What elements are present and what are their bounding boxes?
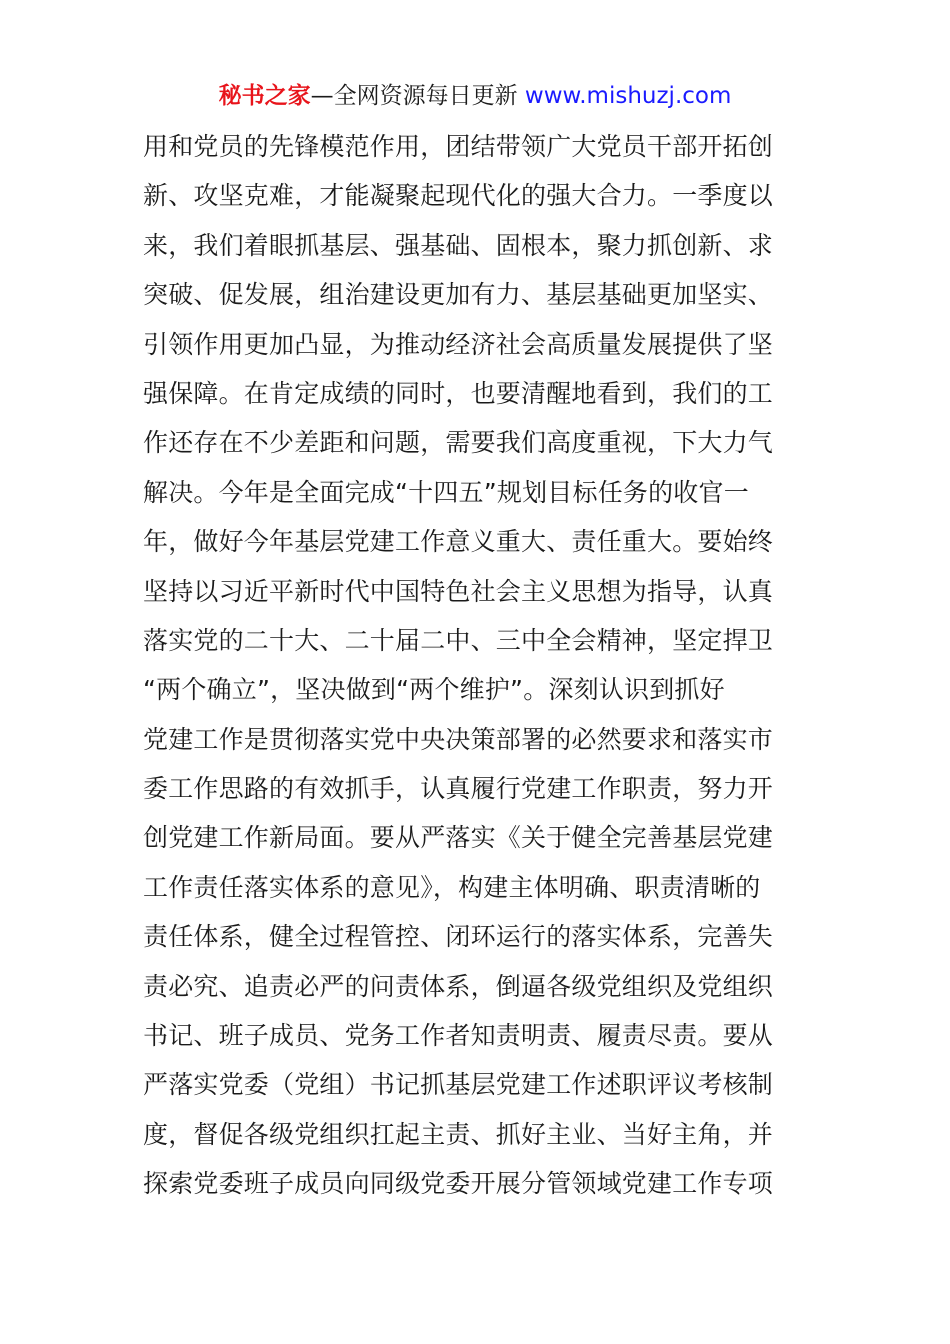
text-line: 度，督促各级党组织扛起主责、抓好主业、当好主角，并 — [143, 1119, 774, 1149]
site-url-link[interactable]: www.mishuzj.com — [524, 83, 732, 109]
text-line: 年，做好今年基层党建工作意义重大、责任重大。要始终 — [143, 527, 774, 557]
text-line: 严落实党委（党组）书记抓基层党建工作述职评议考核制 — [143, 1070, 774, 1100]
text-line: 解决。今年是全面完成“十四五”规划目标任务的收官一 — [143, 477, 749, 507]
text-line: 突破、促发展，组治建设更加有力、基层基础更加坚实、 — [143, 280, 774, 310]
text-line: 新、攻坚克难，才能凝聚起现代化的强大合力。一季度以 — [143, 181, 774, 211]
header-tagline: —全网资源每日更新 — [310, 83, 518, 109]
text-line: 落实党的二十大、二十届二中、三中全会精神，坚定捍卫 — [143, 625, 774, 655]
text-line: 书记、班子成员、党务工作者知责明责、履责尽责。要从 — [143, 1021, 774, 1051]
text-line: 来，我们着眼抓基层、强基础、固根本，聚力抓创新、求 — [143, 230, 774, 260]
text-line: 强保障。在肯定成绩的同时，也要清醒地看到，我们的工 — [143, 378, 774, 408]
text-line: 责必究、追责必严的问责体系，倒逼各级党组织及党组织 — [143, 971, 774, 1001]
text-line: 委工作思路的有效抓手，认真履行党建工作职责，努力开 — [143, 774, 774, 804]
text-line: 工作责任落实体系的意见》，构建主体明确、职责清晰的 — [143, 872, 761, 902]
page-header — [0, 80, 950, 112]
text-line: 坚持以习近平新时代中国特色社会主义思想为指导，认真 — [143, 576, 774, 606]
text-line: 党建工作是贯彻落实党中央决策部署的必然要求和落实市 — [143, 724, 774, 754]
text-line: 创党建工作新局面。要从严落实《关于健全完善基层党建 — [143, 823, 774, 853]
text-line: 作还存在不少差距和问题，需要我们高度重视，下大力气 — [143, 428, 774, 458]
text-line: 责任体系，健全过程管控、闭环运行的落实体系，完善失 — [143, 922, 774, 952]
document-body — [143, 122, 813, 1209]
brand-name: 秘书之家 — [218, 83, 311, 109]
text-line: 用和党员的先锋模范作用，团结带领广大党员干部开拓创 — [143, 132, 774, 161]
text-line: “两个确立”，坚决做到“两个维护”。深刻认识到抓好 — [143, 675, 725, 705]
text-line: 探索党委班子成员向同级党委开展分管领域党建工作专项 — [143, 1169, 774, 1199]
text-line: 引领作用更加凸显，为推动经济社会高质量发展提供了坚 — [143, 329, 774, 359]
